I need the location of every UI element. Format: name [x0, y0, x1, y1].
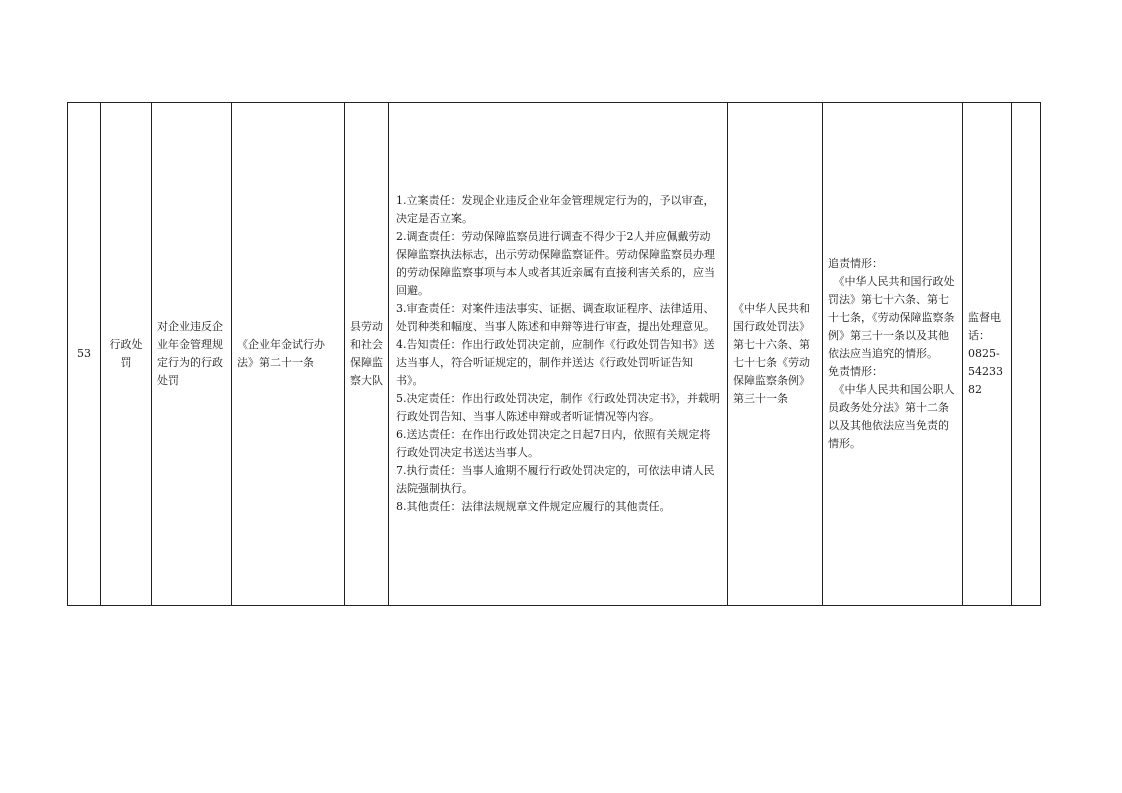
responsibility-item: 1.立案责任：发现企业违反企业年金管理规定行为的，予以审查，决定是否立案。	[396, 194, 715, 225]
responsibility-item: 4.告知责任：作出行政处罚决定前，应制作《行政处罚告知书》送达当事人，符合听证规定的，制作并送达《行政处罚听证告知书》。	[396, 338, 715, 387]
item-name-cell: 对企业违反企业年金管理规定行为的行政处罚	[152, 103, 232, 606]
row-number-cell: 53	[68, 103, 101, 606]
responsibility-basis-cell: 《中华人民共和国行政处罚法》第七十六条、第七十七条《劳动保障监察条例》第三十一条	[728, 103, 823, 606]
supervision-phone: 0825-5423382	[968, 347, 1003, 396]
responsibility-item: 5.决定责任：作出行政处罚决定，制作《行政处罚决定书》，并载明行政处罚告知、当事人陈述申辩或者听证情况等内容。	[396, 392, 720, 423]
responsibility-item: 2.调查责任：劳动保障监察员进行调查不得少于2人并应佩戴劳动保障监察执法标志，出示劳动保障监察证件。劳动保障监察员办理的劳动保障监察事项与本人或者其近亲属有直接利害关系的，应当回避。	[396, 230, 715, 297]
responsibility-cell	[389, 103, 728, 606]
pursue-text: 《中华人民共和国行政处罚法》第七十六条、第七十七条，《劳动保障监察条例》第三十一条以及其他依法应当追究的情形。	[828, 275, 955, 360]
remark-cell	[1012, 103, 1041, 606]
responsibility-item: 3.审查责任：对案件违法事实、证据、调查取证程序、法律适用、处罚种类和幅度、当事人陈述和申辩等进行审查，提出处理意见。	[396, 302, 715, 333]
exempt-title: 免责情形：	[828, 365, 883, 378]
category-cell: 行政处罚	[101, 103, 152, 606]
supervision-cell	[963, 103, 1012, 606]
responsibility-item: 8.其他责任：法律法规规章文件规定应履行的其他责任。	[396, 500, 671, 513]
power-list-table	[67, 102, 1041, 606]
supervision-label: 监督电话：	[968, 311, 1001, 342]
responsibility-item: 6.送达责任：在作出行政处罚决定之日起7日内，依照有关规定将行政处罚决定书送达当事人。	[396, 428, 711, 459]
exempt-text: 《中华人民共和国公职人员政务处分法》第十二条以及其他依法应当免责的情形。	[828, 383, 955, 450]
department-cell: 县劳动和社会保障监察大队	[345, 103, 389, 606]
responsibility-item: 7.执行责任：当事人逾期不履行行政处罚决定的，可依法申请人民法院强制执行。	[396, 464, 715, 495]
legal-basis-cell: 《企业年金试行办法》第二十一条	[232, 103, 345, 606]
pursue-title: 追责情形：	[828, 257, 883, 270]
table-row	[68, 103, 1041, 606]
accountability-cell	[823, 103, 963, 606]
